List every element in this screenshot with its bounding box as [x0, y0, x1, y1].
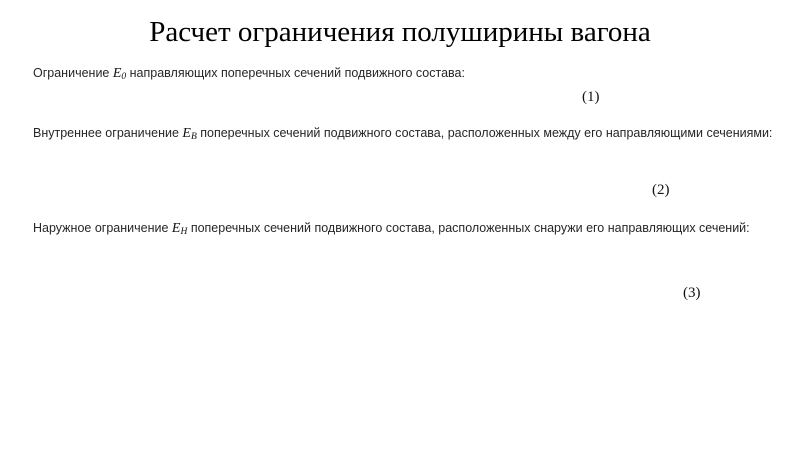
math-symbol	[182, 126, 196, 141]
math-symbol-letter: E	[182, 126, 191, 141]
equation-number-3: (3)	[683, 285, 701, 301]
equation-number-2: (2)	[652, 182, 670, 198]
math-subscript: В	[190, 132, 197, 142]
paragraph-outer-limit	[33, 218, 778, 242]
paragraph-text: Внутреннее ограничение	[33, 126, 183, 140]
slide-title: Расчет ограничения полуширины вагона	[149, 16, 651, 48]
math-symbol-letter: E	[171, 221, 181, 236]
paragraph-guiding-section-limit	[33, 61, 778, 89]
paragraph-text: поперечных сечений подвижного состава, расположенных снаружи его направляющих сечений:	[187, 221, 750, 235]
math-symbol	[172, 221, 187, 236]
paragraph-inner-limit	[33, 121, 778, 149]
paragraph-text: Наружное ограничение	[33, 221, 172, 235]
math-symbol	[113, 66, 126, 81]
math-symbol-letter: E	[112, 66, 122, 81]
paragraph-text: направляющих поперечных сечений подвижного состава:	[126, 66, 465, 80]
equation-number-1: (1)	[582, 89, 600, 105]
paragraph-text: поперечных сечений подвижного состава, расположенных между его направляющими сечениями:	[196, 126, 773, 140]
math-subscript: 0	[121, 72, 127, 82]
paragraph-text: Ограничение	[33, 66, 113, 80]
math-subscript: Н	[180, 227, 188, 237]
